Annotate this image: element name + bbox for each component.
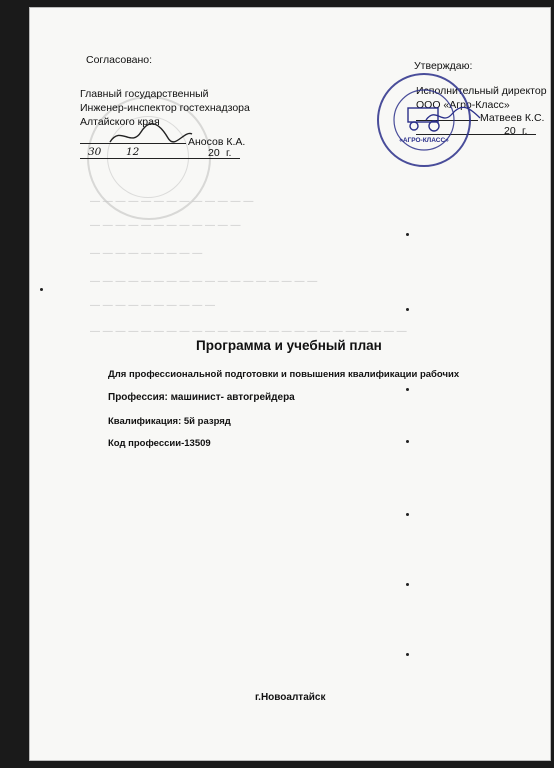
approve-left-year: 20 bbox=[208, 147, 220, 159]
signature-right bbox=[422, 104, 492, 128]
bleed-through-1: — — — — — — — — — — — — — bbox=[90, 196, 254, 207]
document-title: Программа и учебный план bbox=[196, 338, 382, 353]
scan-dot bbox=[406, 440, 409, 443]
approve-left-month: 12 bbox=[126, 146, 140, 158]
approve-left-line3: Алтайского края bbox=[80, 116, 160, 128]
approve-left-line1: Главный государственный bbox=[80, 88, 209, 100]
stamp-inner-text: «АГРО-КЛАСС» bbox=[399, 137, 449, 144]
scan-dot bbox=[406, 308, 409, 311]
document-city: г.Новоалтайск bbox=[255, 692, 326, 703]
scan-dot bbox=[406, 388, 409, 391]
document-purpose: Для профессиональной подготовки и повышения квалификации рабочих bbox=[108, 369, 460, 380]
scan-dot bbox=[406, 513, 409, 516]
scan-dot bbox=[40, 288, 43, 291]
signature-left bbox=[106, 120, 196, 150]
approve-right-year: 20 bbox=[504, 125, 516, 137]
approve-right-suffix: г. bbox=[522, 125, 528, 137]
approve-right-signer: Матвеев К.С. bbox=[480, 112, 545, 124]
document-code: Код профессии-13509 bbox=[108, 438, 211, 449]
approve-right-heading: Утверждаю: bbox=[414, 60, 473, 72]
scan-dot bbox=[406, 583, 409, 586]
bleed-through-4: — — — — — — — — — — — — — — — — — — bbox=[90, 276, 318, 287]
scan-dot bbox=[406, 233, 409, 236]
document-profession: Профессия: машинист- автогрейдера bbox=[108, 392, 295, 403]
scan-dot bbox=[406, 653, 409, 656]
bleed-through-2: — — — — — — — — — — — — bbox=[90, 220, 241, 231]
document-page bbox=[30, 8, 550, 760]
approve-left-signer: Аносов К.А. bbox=[188, 136, 246, 148]
document-qualification: Квалификация: 5й разряд bbox=[108, 416, 231, 427]
approve-right-line2: ООО «Агро-Класс» bbox=[416, 99, 510, 111]
approve-left-suffix: г. bbox=[226, 147, 232, 159]
approve-right-line1: Исполнительный директор bbox=[416, 85, 547, 97]
bleed-through-5: — — — — — — — — — — bbox=[90, 300, 216, 311]
bleed-through-6: — — — — — — — — — — — — — — — — — — — — — — — — — bbox=[90, 326, 407, 337]
approve-left-heading: Согласовано: bbox=[86, 54, 153, 66]
approve-left-day: 30 bbox=[88, 146, 102, 158]
bleed-through-3: — — — — — — — — — bbox=[90, 248, 203, 259]
approve-left-line2: Инженер-инспектор гостехнадзора bbox=[80, 102, 250, 114]
